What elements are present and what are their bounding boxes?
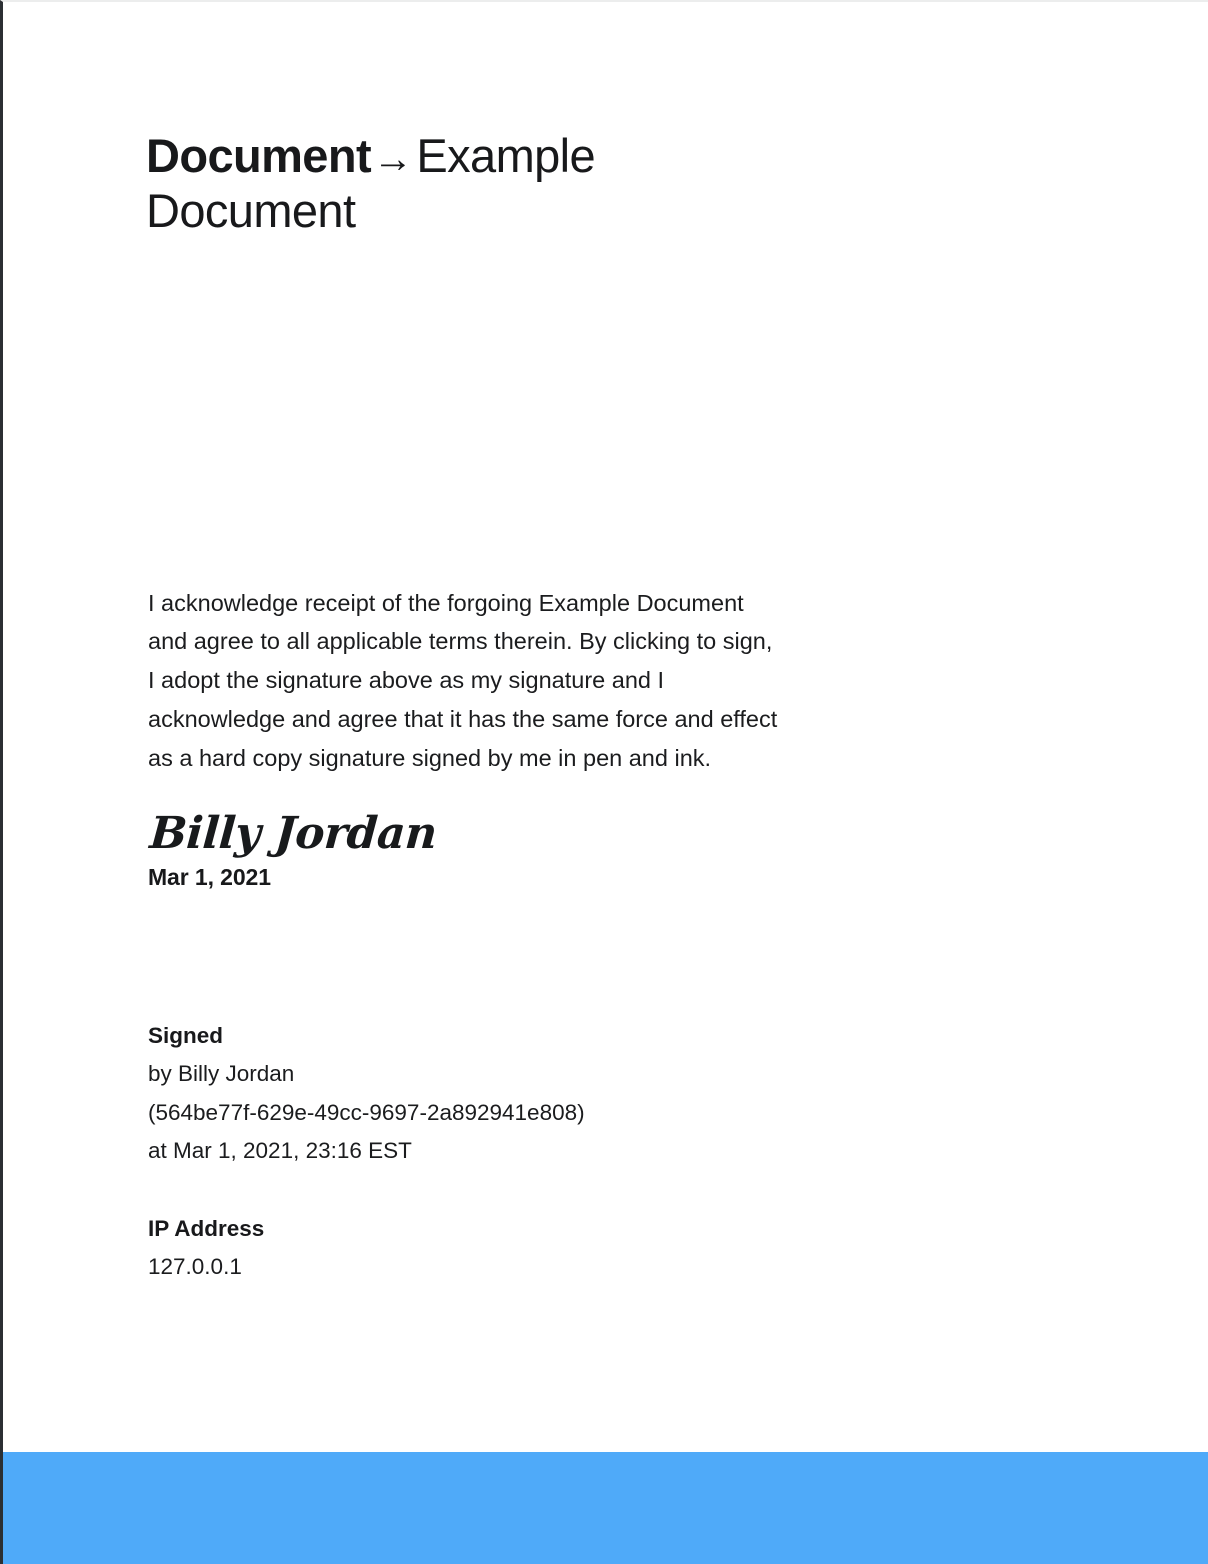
signature-image: Billy Jordan bbox=[148, 808, 439, 859]
signer-id: (564be77f-629e-49cc-9697-2a892941e808) bbox=[148, 1099, 585, 1125]
signed-by-line: by Billy Jordan bbox=[148, 1061, 295, 1086]
breadcrumb-root: Document bbox=[146, 129, 371, 183]
signed-label: Signed bbox=[148, 1023, 224, 1048]
signature-date: Mar 1, 2021 bbox=[148, 864, 271, 890]
ip-address-label: IP Address bbox=[148, 1216, 265, 1241]
ip-address-block bbox=[148, 1209, 788, 1287]
signed-details-block bbox=[148, 1016, 788, 1171]
signature-block bbox=[148, 808, 788, 892]
breadcrumb-current: Example Document bbox=[146, 129, 596, 237]
acknowledgement-text: I acknowledge receipt of the forgoing Example Document and agree to all applicable terms therein. By clicking to sign, I adopt the signature above as my signature and I acknowledge and agree that it has the same force and effect as a hard copy signature signed by me in pen and ink. bbox=[148, 589, 778, 771]
footer-bar bbox=[3, 1452, 1208, 1564]
signed-timestamp: at Mar 1, 2021, 23:16 EST bbox=[148, 1138, 412, 1163]
ip-address-value: 127.0.0.1 bbox=[148, 1254, 242, 1279]
arrow-right-icon: → bbox=[373, 137, 413, 182]
page-title bbox=[146, 129, 766, 237]
